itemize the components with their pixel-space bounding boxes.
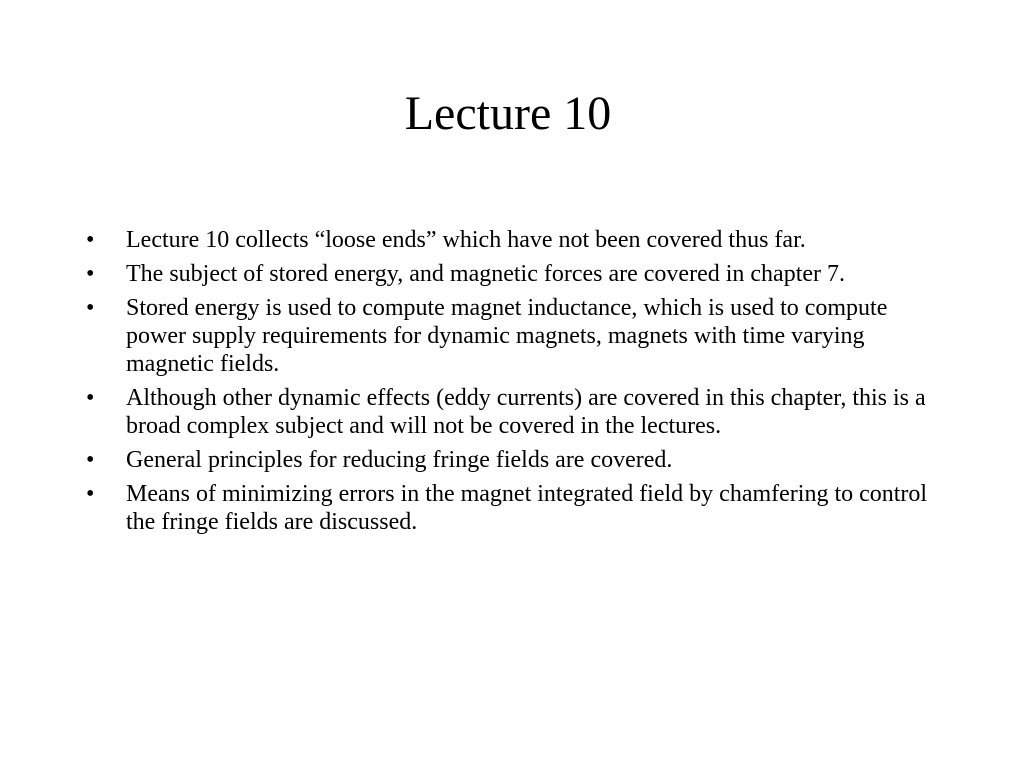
bullet-item xyxy=(86,294,946,378)
bullet-icon: • xyxy=(86,227,95,253)
bullet-text: Means of minimizing errors in the magnet integrated field by chamfering to control the fringe fields are discussed. xyxy=(126,481,928,535)
bullet-icon: • xyxy=(86,481,95,507)
bullet-text: Lecture 10 collects “loose ends” which have not been covered thus far. xyxy=(126,227,806,253)
bullet-item xyxy=(86,446,946,474)
bullet-icon: • xyxy=(86,295,95,321)
bullet-item xyxy=(86,226,946,254)
bullet-text: The subject of stored energy, and magnetic forces are covered in chapter 7. xyxy=(126,261,846,287)
bullet-text: General principles for reducing fringe fields are covered. xyxy=(126,447,673,473)
bullet-item xyxy=(86,384,946,440)
bullet-icon: • xyxy=(86,447,95,473)
bullet-text: Stored energy is used to compute magnet inductance, which is used to compute power supply requirements for dynamic magnets, magnets with time varying magnetic fields. xyxy=(126,295,888,377)
slide-title: Lecture 10 xyxy=(404,87,612,140)
bullet-icon: • xyxy=(86,261,95,287)
bullet-icon: • xyxy=(86,385,95,411)
bullet-text: Although other dynamic effects (eddy currents) are covered in this chapter, this is a broad complex subject and will not be covered in the lectures. xyxy=(126,385,926,439)
bullet-item xyxy=(86,260,946,288)
bullet-list xyxy=(86,226,946,542)
bullet-item xyxy=(86,480,946,536)
